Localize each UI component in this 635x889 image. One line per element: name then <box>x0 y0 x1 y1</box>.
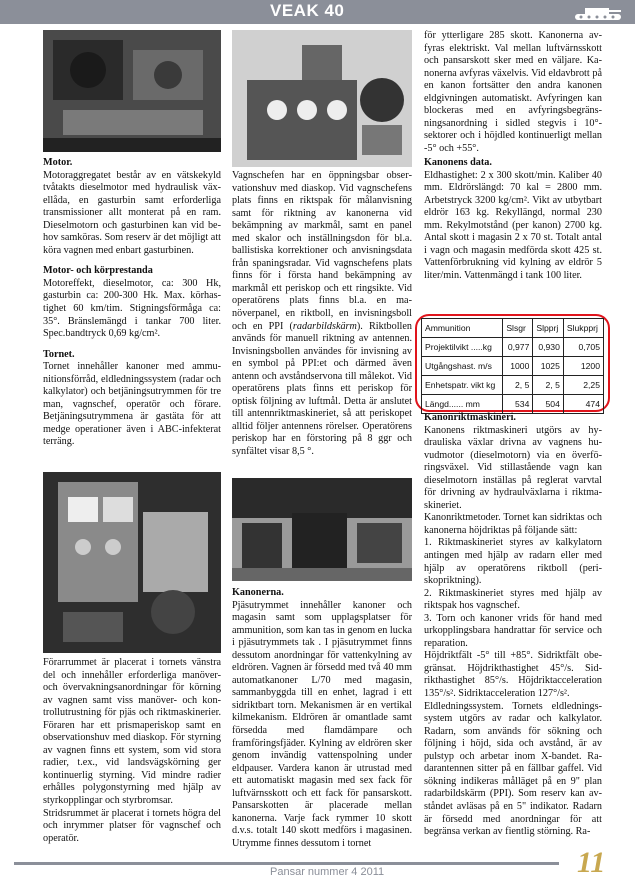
table-row <box>422 376 604 395</box>
method-item-2: 2. Riktmaskineriet styres med hjälp av riktspak hos vagnschef. <box>424 587 602 612</box>
column-1-bottom <box>43 657 221 853</box>
column-2-bottom <box>232 587 412 858</box>
ammunition-table <box>421 318 604 409</box>
column-3-bottom <box>424 412 602 839</box>
engine-photo <box>43 30 221 152</box>
table-header-cell: Slsgr <box>503 319 533 338</box>
table-row <box>422 395 604 414</box>
table-cell: 1000 <box>503 357 533 376</box>
vagnschef-text: Vagnschefen har en öppningsbar observationshuv med diaskop. Vid vagnschefens plats finns en riktspak för målanvisning samt för riktning av kanonerna vid bekämpning av markmål, samt en panel med skalor och inställningsdon för bl.a. ballistiska korrektioner och anvisningsdata från spaningsradar. Vid vagnschefens plats finns för i första hand bekämpning av markmål ett periskop och ett ringsikte. Vid operatörens plats finns bl.a. en manöverpanel, en riktboll, en invisningsboll och en PPI (radarbildskärm). Riktbollen används för manuell riktning av antennen. Invisningsbollen användes för invisning av en symbol på PPI:et och därmed även antenn och avståndservona till målekot. Vid operatörens plats finns ett periskop för optisk följning av luftmål. Detta är anslutet till antennriktmaskineriet, så att periskopet alltid följer antennens rörelser. Operatörens periskop har en förstoring på 8 ggr och synfältet visar 8,5 °. <box>232 170 412 458</box>
table-cell: 2,25 <box>563 376 603 395</box>
method-item-1: 1. Riktmaskineriet styres av kalkylatorn antingen med hjälp av radarn eller med hjälp av operatörens riktboll (periskopriktning). <box>424 537 602 587</box>
performance-heading: Motor- och körprestanda <box>43 265 153 277</box>
table-header-row <box>422 319 604 338</box>
page-header <box>0 0 635 24</box>
column-1-top <box>43 157 221 457</box>
table-row <box>422 357 604 376</box>
workshop-photo <box>232 478 412 581</box>
table-cell: Längd...... mm <box>422 395 503 414</box>
column-3-top <box>424 30 602 163</box>
column-3-data <box>424 157 602 290</box>
tornet-text: Tornet innehåller kanoner med ammunitionsförråd, eldledningssystem (radar och kalkylator) och betjäningsutrymmen för tre man, vagnschef, operatör och förare. Betjäningsutrymmena är gastäta för att medge operationer även i ABC-infekterat terräng. <box>43 361 221 448</box>
footer-magazine: Pansar nummer 4 2011 <box>270 866 385 878</box>
stridsrummet-text: Stridsrummet är placerat i tornets högra del och inrymmer platser för vagnschef och operatör. <box>43 807 221 844</box>
page-number: 11 <box>577 846 606 879</box>
table-cell: Enhetspatr. vikt kg <box>422 376 503 395</box>
kanonens-data-heading: Kanonens data. <box>424 157 492 168</box>
table-cell: 0,977 <box>503 338 533 357</box>
page-title: VEAK 40 <box>270 1 345 20</box>
table-row <box>422 338 604 357</box>
table-cell: 534 <box>503 395 533 414</box>
table-cell: 474 <box>563 395 603 414</box>
table-cell: 504 <box>533 395 564 414</box>
kanonerna-text: Pjäsutrymmet innehåller kanoner och magasin samt som upplagsplatser för ammunition, som kan tas in genom en lucka i pjäsutrymmets tak . I pjäsutrymmet finns dessutom anordningar för vattenkylning av eldrören. Vagnen är försedd med två 40 mm automatkanoner L/70 med magasin, sammanbyggda till en enhet, lagrad i ett sidriktbart torn. Mekanismen är en vertikal kilmekanism. Eldrören är omantlade samt försedda med flamdämpare och framföringsfjäder. Kylning av eldrören sker genom invändig vattenspolning under eldpauser. Vardera kanon är utrustad med ett automatiskt magasin med sex fack för luftvärnsskott och ett fack för pansarskott. Pansarskotten är placerade mellan kanonerna. Varje fack rymmer 10 skott d.v.s. totalt 140 skott medförs i magasinen. Utrymme finnes dessutom i tornet <box>232 599 412 849</box>
method-item-3: 3. Torn och kanoner vrids för hand med urkopplingsbara handrattar för service och reparation. <box>424 612 602 649</box>
tornet-heading: Tornet. <box>43 348 75 360</box>
table-cell: 0,930 <box>533 338 564 357</box>
table-cell: 0,705 <box>563 338 603 357</box>
kanoner-continued-text: för ytterligare 285 skott. Kanonerna avfyras elektriskt. Val mellan luftvärnsskott och pansarskott sker med en väljare. Kanonerna avfyras växelvis. Vid eldavbrott på en kanon fortsätter den andra kanonen eldgivningen automatiskt. Avfyringen kan blockeras med en avfyringsbegränsningsanordning i sidled stegvis i 10°-sektorer och i höjdled kontinuerligt mellan -5° och +55°. <box>424 30 602 154</box>
footer-rule <box>14 862 559 865</box>
table-cell: 1200 <box>563 357 603 376</box>
hojdriktfalt-text: Höjdriktfält -5° till +85°. Sidriktfält obegränsat. Höjdrikthastighet 45°/s. Sidrikthastighet 85°/s. Höjdriktacceleration 135°/s². Sidriktacceleration 127°/s². <box>424 650 602 700</box>
performance-text: Motoreffekt, dieselmotor, ca: 300 Hk, gasturbin ca: 200-300 Hk. Max. körhastighet 60 km/tim. Stigningsförmåga ca: 35°. Bränslemängd i tankar 700 liter. Spec.bandtryck 0,69 kg/cm². <box>43 277 221 340</box>
table-cell: 2, 5 <box>533 376 564 395</box>
table-cell: 2, 5 <box>503 376 533 395</box>
eldledning-text: Eldledningssystem. Tornets eldledningssystem utgörs av radar och kalkylator. Radarn, som används för sökning och följning i höjd, sida och avstånd, är av pulstyp och arbetar inom X-bandet. Radarantennen sitter på en fällbar gaffel. Vid sökning indikeras målläget på en 9" plan radarbildskärm (PPI). Som reserv kan avståndet avläsas på en 5" indikator. Radarn är försedd med anordningar för att begränsa verkan av fientlig störning. Ra- <box>424 700 602 838</box>
column-2-top <box>232 170 412 467</box>
table-header-cell: Slukpprj <box>563 319 603 338</box>
motor-text: Motoraggregatet består av en vätskekyld tvåtakts dieselmotor med hydraulisk växellåda, en gasturbin samt erforderliga transmissioner allt monterat på en ram. Dieselmotorn och gasturbinen kan vid behov samköras. Som reserv är det möjligt att köra vagnen med enbart gasturbinen. <box>43 169 221 256</box>
riktmaskineri-text: Kanonens riktmaskineri utgörs av hydrauliska växlar drivna av vagnens huvudmotor (dieselmotorn) via en överföringsväxel. Vid stillastående vagn kan dieselmotorn inställas på reglerat varvtal för drivning av hydraulväxlarna i riktmaskineriet. <box>424 424 602 511</box>
tank-icon <box>573 2 623 22</box>
table-cell: Projektilvikt .....kg <box>422 338 503 357</box>
table-cell: Utgångshast. m/s <box>422 357 503 376</box>
kanonerna-heading: Kanonerna. <box>232 587 284 598</box>
table-header-cell: Ammunition <box>422 319 503 338</box>
forarrummet-text: Förarrummet är placerat i tornets vänstra del och innehåller erforderliga manöver- och övervakningsanordningar för körning av vagnen samt viss manöver- och kontrollutrustning för pjäs och riktmaskinerier. Föraren har ett prismaperiskop samt en observationshuv med diaskop. För styrning av vagnen finns ett system, som vid stora radier, t.ex., vid landsvägskörning ger kontinuerlig styrning. Vid mindre radier erhålles polygonstyrning med hjälp av styrkopplingar och styrbromsar. <box>43 657 221 807</box>
riktmetoder-text: Kanonriktmetoder. Tornet kan sidriktas och kanonerna höjdriktas på följande sätt: <box>424 512 602 536</box>
riktmaskineri-heading: Kanonriktmaskineri. <box>424 412 516 423</box>
table-header-cell: Slpprj <box>533 319 564 338</box>
driver-compartment-photo <box>43 472 221 653</box>
motor-heading: Motor. <box>43 157 73 168</box>
table-cell: 1025 <box>533 357 564 376</box>
kanonens-data-text: Eldhastighet: 2 x 300 skott/min. Kaliber 40 mm. Eldrörslängd: 70 kal = 2800 mm. Arbetstryck 3200 kg/cm². Vikt av utbytbart eldrör 163 kg. Rekyllängd, normal 230 mm. Rekylmotstånd (per kanon) 2700 kg. Antal skott i magasin 2 x 70 st. Totalt antal i vagn och magasin medförda skott 425 st. Vattenförbrukning vid kylning av eldrör 5 liter/min. Vattenmängd i tank 100 liter. <box>424 169 602 281</box>
control-panel-photo <box>232 30 412 167</box>
